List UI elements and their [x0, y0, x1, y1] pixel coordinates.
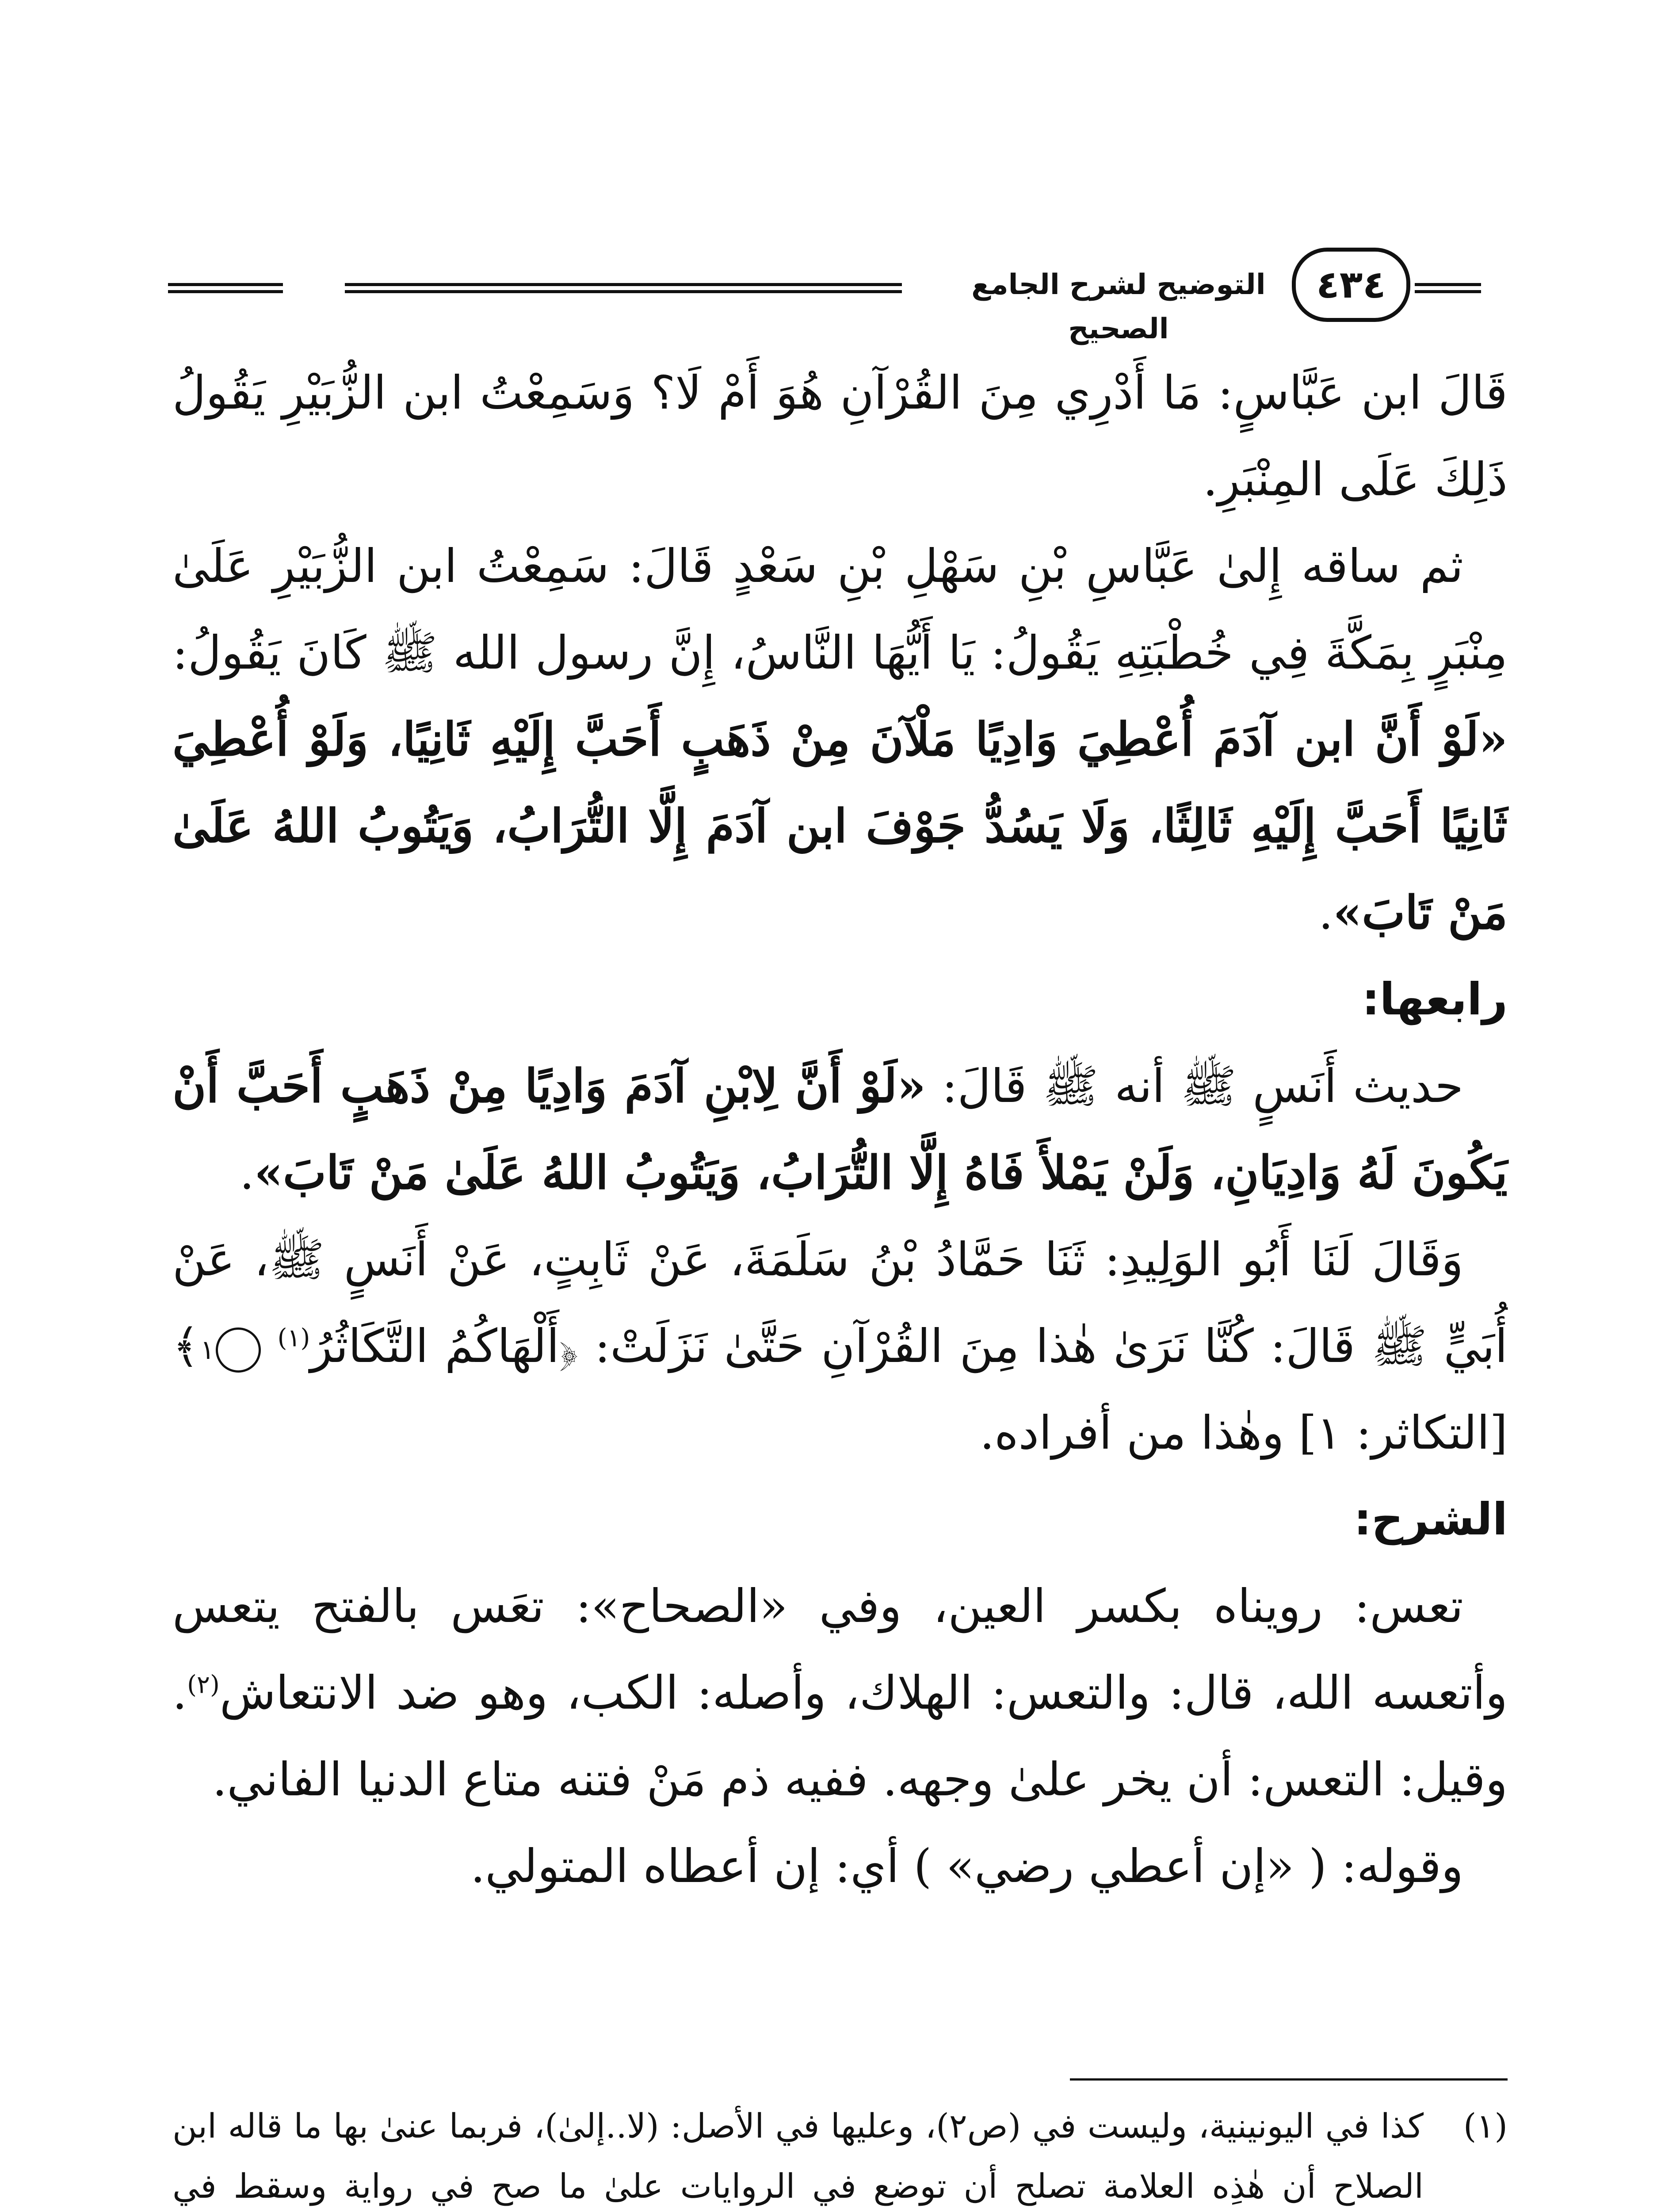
- book-title: التوضيح لشرح الجامع الصحيح: [971, 268, 1266, 345]
- paragraph-qawluh: [172, 1823, 1508, 1909]
- footnote-ref-2: (٢): [187, 1670, 220, 1699]
- hadith-text: «لَوْ أَنَّ ابن آدَمَ أُعْطِيَ وَادِيًا مَلْآنَ مِنْ ذَهَبٍ أَحَبَّ إِلَيْهِ ثَانِيًا، وَلَوْ أُعْطِيَ ثَانِيًا أَحَبَّ إِلَيْهِ ثَالِثًا، وَلَا يَسُدُّ جَوْفَ ابن آدَمَ إِلَّا التُّرَابُ، وَيَتُوبُ اللهُ عَلَىٰ مَنْ تَابَ»: [172, 712, 1508, 940]
- page-number: ٤٣٤: [1292, 248, 1410, 322]
- paragraph-anas: [172, 1043, 1508, 1216]
- paragraph-text: وَقَالَ لَنَا أَبُو الوَلِيدِ: ثَنَا حَمَّادُ بْنُ سَلَمَةَ، عَنْ ثَابِتٍ، عَنْ أَنَسٍ ﷺ، عَنْ أُبَيٍّ ﷺ قَالَ: كُنَّا نَرَىٰ هٰذا مِنَ القُرْآنِ حَتَّىٰ نَزَلَتْ: ﴿أَلْهَاكُمُ التَّكَاثُرُ: [172, 1232, 1508, 1373]
- verse-number-marker: ١: [216, 1327, 261, 1373]
- paragraph-text: ثم ساقه إِلىٰ عَبَّاسِ بْنِ سَهْلِ بْنِ سَعْدٍ قَالَ: سَمِعْتُ ابن الزُّبَيْرِ عَلَىٰ مِنْبَرٍ بِمَكَّةَ فِي خُطْبَتِهِ يَقُولُ: يَا أَيُّهَا النَّاسُ، إِنَّ رسول الله ﷺ كَانَ يَقُولُ:: [172, 539, 1508, 680]
- footnote-separator: [1070, 2078, 1508, 2081]
- paragraph-text: تعس: رويناه بكسر العين، وفي «الصحاح»: تعَس بالفتح يتعس وأتعسه الله، قال: والتعس: الهلاك، وأصله: الكب، وهو ضد الانتعاش: [172, 1579, 1508, 1720]
- footnote-number: (١): [1463, 2106, 1508, 2146]
- paragraph-end: .: [1318, 886, 1333, 940]
- paragraph-text: قَالَ ابن عَبَّاسٍ: مَا أَدْرِي مِنَ القُرْآنِ هُوَ أَمْ لَا؟ وَسَمِعْتُ ابن الزُّبَيْرِ يَقُولُ ذَلِكَ عَلَى المِنْبَرِ.: [172, 366, 1508, 506]
- main-text: [172, 349, 1508, 1909]
- footnote-text: كذا في اليونينية، وليست في (ص٢)، وعليها في الأصل: (لا..إلىٰ)، فربما عنىٰ بها ما قاله ابن الصلاح أن هٰذِه العلامة تصلح أن توضع في الروايات علىٰ ما صح في رواية وسقط في: [172, 2106, 1424, 2206]
- paragraph-text: . وقيل: التعس: أن يخر علىٰ وجهه. ففيه ذم مَنْ فتنه متاع الدنيا الفاني.: [172, 1666, 1508, 1806]
- paragraph-end: .: [239, 1146, 255, 1200]
- heading-fourth: رابعها:: [1362, 973, 1508, 1025]
- paragraph-abbas-ibn-sahl: [172, 523, 1508, 956]
- footnotes: [172, 2096, 1508, 2211]
- heading-sharh: الشرح:: [1354, 1493, 1508, 1545]
- hadith-text: «لَوْ أَنَّ لِابْنِ آدَمَ وَادِيًا مِنْ ذَهَبٍ أَحَبَّ أَنْ يَكُونَ لَهُ وَادِيَانِ، وَلَنْ يَمْلأَ فَاهُ إِلَّا التُّرَابُ، وَيَتُوبُ اللهُ عَلَىٰ مَنْ تَابَ»: [172, 1059, 1508, 1200]
- paragraph-text: ﴾ [التكاثر: ١] وهٰذا من أفراده.: [172, 1319, 1508, 1460]
- header-rule-right: [1415, 283, 1481, 293]
- paragraph-text: حديث أَنَسٍ ﷺ أنه ﷺ قَالَ:: [942, 1059, 1463, 1113]
- paragraph-tas: [172, 1563, 1508, 1823]
- paragraph-ibn-abbas: [172, 349, 1508, 523]
- paragraph-abu-al-walid: [172, 1216, 1508, 1476]
- running-header: [168, 248, 1508, 345]
- footnote-ref-1: (١): [277, 1324, 310, 1353]
- paragraph-text: وقوله: ( «إن أعطي رضي» ) أي: إن أعطاه المتولي.: [470, 1839, 1463, 1893]
- footnote-1: [172, 2096, 1508, 2211]
- header-rule-left: [168, 283, 283, 293]
- header-rule-middle: [345, 283, 902, 293]
